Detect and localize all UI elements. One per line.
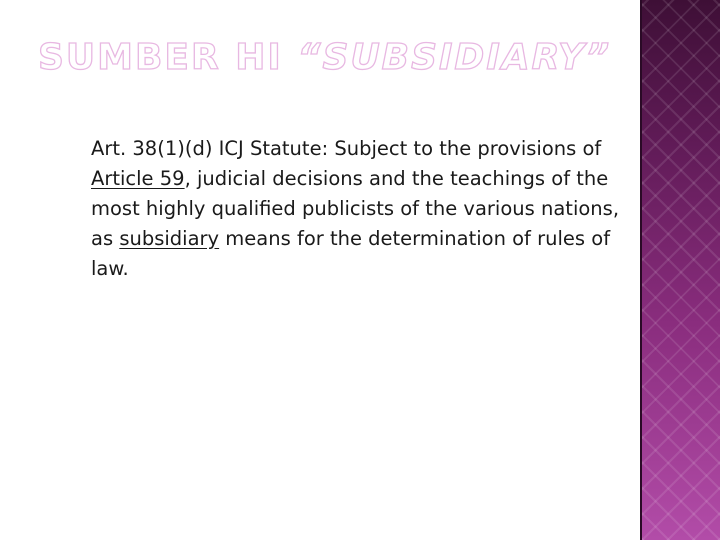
title-main: SUMBER HI — [38, 37, 298, 78]
body-paragraph — [91, 134, 639, 284]
article-59-link[interactable]: Article 59 — [91, 167, 185, 190]
decorative-side-band — [642, 0, 720, 540]
body-text-middle: , judicial decisions and the teachings of the most highly qualified publicists of the various nations, as — [91, 167, 620, 250]
slide-title — [38, 37, 612, 78]
body-text-end: means for the determination of rules of law. — [91, 227, 611, 280]
title-subsidiary: “SUBSIDIARY” — [297, 37, 612, 78]
subsidiary-link[interactable]: subsidiary — [119, 227, 220, 250]
body-text-start: Art. 38(1)(d) ICJ Statute: Subject to the provisions of — [91, 137, 602, 160]
